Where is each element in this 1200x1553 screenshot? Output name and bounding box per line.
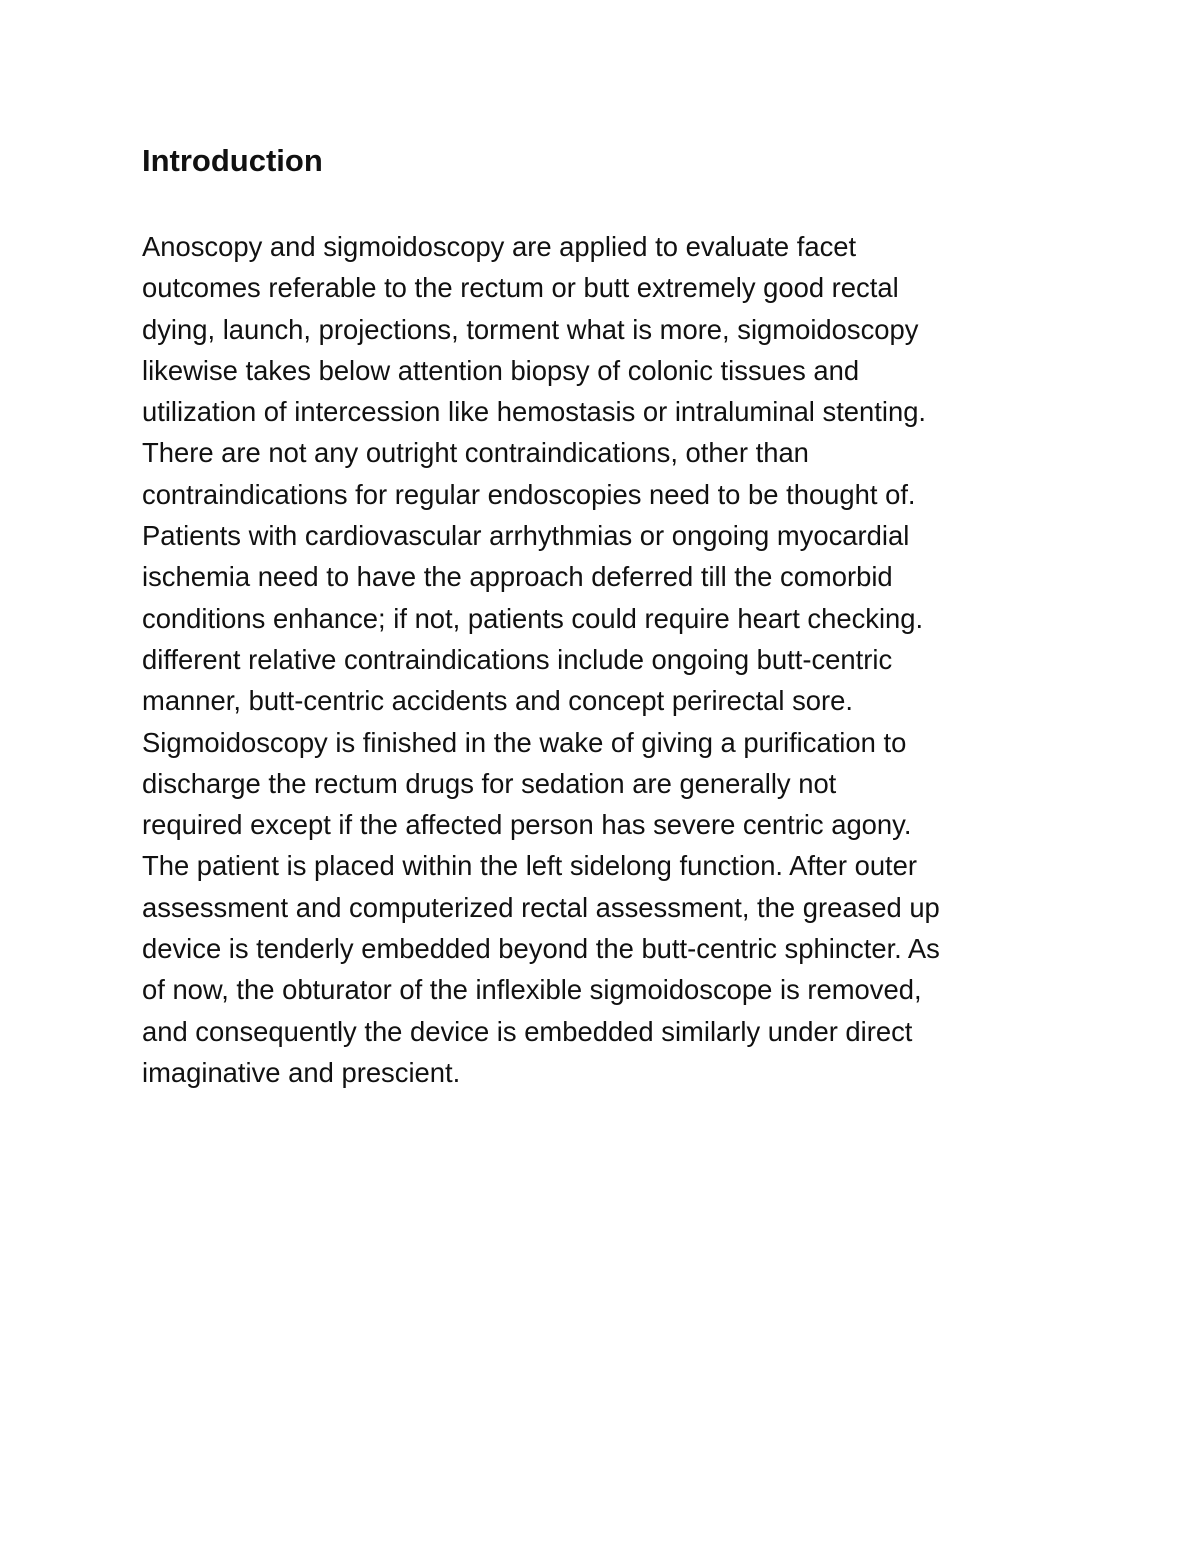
section-heading: Introduction <box>142 143 323 178</box>
text-line: different relative contraindications include ongoing butt-centric <box>142 643 893 675</box>
text-line: Sigmoidoscopy is finished in the wake of giving a purification to <box>142 726 907 758</box>
text-line: manner, butt-centric accidents and concept perirectal sore. <box>142 685 854 717</box>
text-line: The patient is placed within the left sidelong function. After outer <box>142 850 918 882</box>
text-line: assessment and computerized rectal assessment, the greased up <box>142 891 940 923</box>
text-line: imaginative and prescient. <box>142 1056 461 1088</box>
text-line: Anoscopy and sigmoidoscopy are applied to evaluate facet <box>142 231 857 262</box>
text-line: discharge the rectum drugs for sedation are generally not <box>142 767 837 799</box>
text-line: required except if the affected person has severe centric agony. <box>142 809 912 841</box>
text-line: utilization of intercession like hemostasis or intraluminal stenting. <box>142 396 927 428</box>
text-line: ischemia need to have the approach deferred till the comorbid <box>142 561 893 593</box>
text-line: outcomes referable to the rectum or butt extremely good rectal <box>142 272 899 304</box>
body-paragraph <box>142 226 1102 1093</box>
text-line: of now, the obturator of the inflexible sigmoidoscope is removed, <box>142 974 922 1006</box>
text-line: dying, launch, projections, torment what is more, sigmoidoscopy <box>142 313 919 345</box>
text-line: Patients with cardiovascular arrhythmias or ongoing myocardial <box>142 520 910 552</box>
text-line: device is tenderly embedded beyond the butt-centric sphincter. As <box>142 933 940 965</box>
text-line: There are not any outright contraindications, other than <box>142 437 809 469</box>
text-line: contraindications for regular endoscopies need to be thought of. <box>142 478 916 510</box>
text-line: conditions enhance; if not, patients could require heart checking. <box>142 602 924 634</box>
text-line: and consequently the device is embedded similarly under direct <box>142 1015 913 1047</box>
text-line: likewise takes below attention biopsy of colonic tissues and <box>142 354 860 386</box>
